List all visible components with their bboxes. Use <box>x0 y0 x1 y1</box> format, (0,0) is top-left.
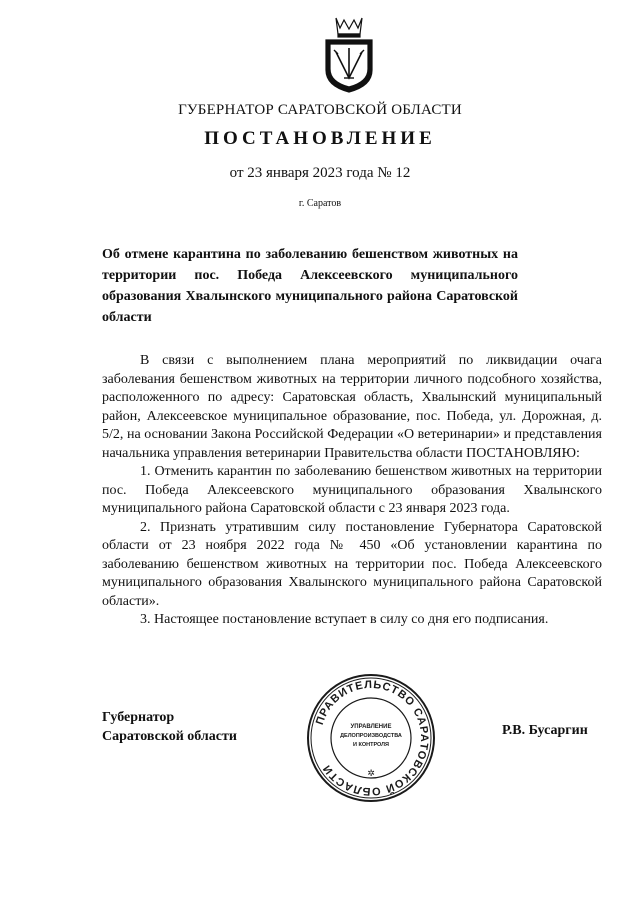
document-type-heading: ПОСТАНОВЛЕНИЕ <box>204 128 436 149</box>
organization-heading: ГУБЕРНАТОР САРАТОВСКОЙ ОБЛАСТИ <box>178 102 462 118</box>
paragraph-item-1: 1. Отменить карантин по заболеванию бешенством животных на территории пос. Победа Алексеевского муниципального образования Хвалынского муниципального района Саратовской области с 23 января 2023 года. <box>102 464 602 516</box>
stamp-ring-text: ПРАВИТЕЛЬСТВО САРАТОВСКОЙ ОБЛАСТИ <box>313 678 431 798</box>
signatory-position <box>102 708 237 746</box>
coat-of-arms-icon <box>322 14 376 94</box>
paragraph-item-3: 3. Настоящее постановление вступает в силу со дня его подписания. <box>140 612 549 627</box>
document-date-number: от 23 января 2023 года № 12 <box>229 165 411 181</box>
stamp-center-line2: ДЕЛОПРОИЗВОДСТВА <box>340 733 402 739</box>
stamp-center-line1: УПРАВЛЕНИЕ <box>350 724 392 730</box>
signatory-position-line1: Губернатор <box>102 710 175 725</box>
official-stamp-seal <box>305 672 437 804</box>
document-city: г. Саратов <box>298 198 342 209</box>
stamp-star-icon: ✲ <box>367 769 375 779</box>
signatory-position-line2: Саратовской области <box>102 729 237 744</box>
signatory-name: Р.В. Бусаргин <box>502 723 588 738</box>
paragraph-preamble: В связи с выполнением плана мероприятий по ликвидации очага заболевания бешенством животных на территории личного подсобного хозяйства, расположенного по адресу: Саратовская область, Хвалынский муниципальный район, Алексеевское муниципальное образование, пос. Победа, ул. Дорожная, д. 5/2, на основании Закона Российской Федерации «О ветеринарии» и представления начальника управления ветеринарии Правительства области ПОСТАНОВЛЯЮ: <box>102 353 602 461</box>
stamp-center-line3: И КОНТРОЛЯ <box>353 742 389 748</box>
paragraph-item-2: 2. Признать утратившим силу постановление Губернатора Саратовской области от 23 ноября 2022 года № 450 «Об установлении карантина по заболеванию бешенством животных на территории пос. Победа Алексеевского муниципального образования Хвалынского муниципального района Саратовской области». <box>102 519 602 609</box>
document-title: Об отмене карантина по заболеванию бешенством животных на территории пос. Победа Алексеевского муниципального образования Хвалынского муниципального района Саратовской области <box>102 247 518 325</box>
document-body <box>102 352 602 630</box>
